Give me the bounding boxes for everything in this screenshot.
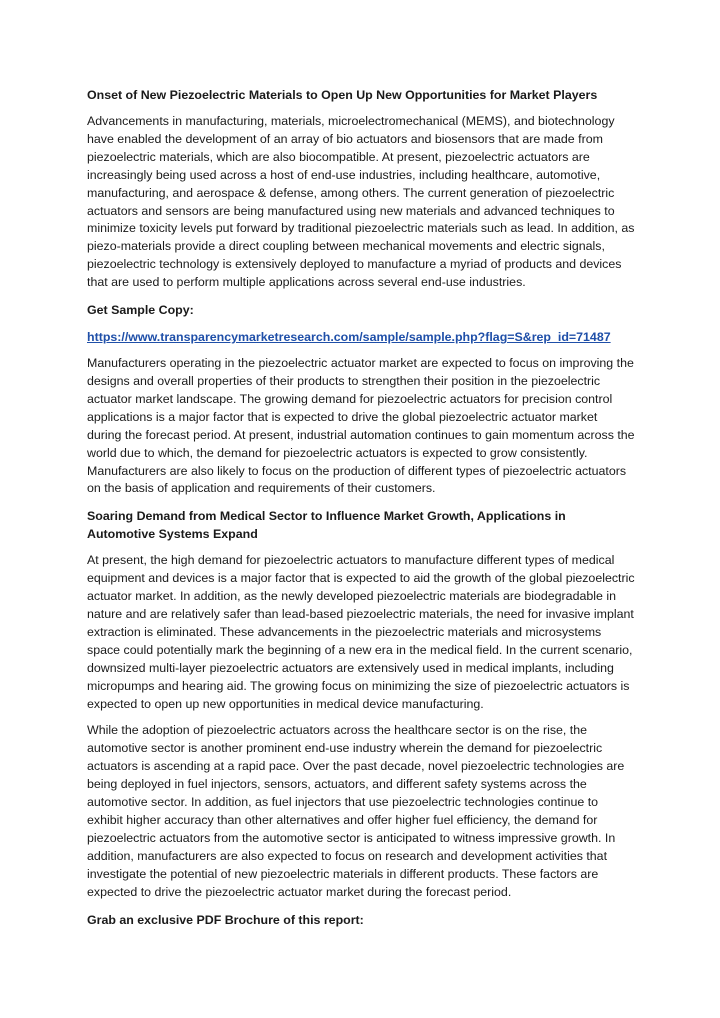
sample-copy-heading: Get Sample Copy: bbox=[87, 303, 194, 318]
sample-copy-link[interactable]: https://www.transparencymarketresearch.com/sample/sample.php?flag=S&rep_id=71487 bbox=[87, 330, 611, 345]
paragraph-advancements: Advancements in manufacturing, materials, microelectromechanical (MEMS), and biotechnology have enabled the development of an array of bio actuators and biosensors that are made from piezoelectric materials, which are also biocompatible. At present, piezoelectric actuators are increasingly being used across a host of end-use industries, including healthcare, automotive, manufacturing, and aerospace & defense, among others. The current generation of piezoelectric actuators and sensors are being manufactured using new materials and advanced techniques to minimize toxicity levels put forward by traditional piezoelectric materials such as lead. In addition, as piezo-materials provide a direct coupling between mechanical movements and electric signals, piezoelectric technology is extensively deployed to manufacture a myriad of products and devices that are used to perform multiple applications across several end-use industries. bbox=[87, 114, 635, 290]
paragraph-manufacturers: Manufacturers operating in the piezoelectric actuator market are expected to focus on improving the designs and overall properties of their products to strengthen their position in the piezoelectric actuator market landscape. The growing demand for piezoelectric actuators for precision control applications is a major factor that is expected to drive the global piezoelectric actuator market during the forecast period. At present, industrial automation continues to gain momentum across the world due to which, the demand for piezoelectric actuators is expected to grow consistently. Manufacturers are also likely to focus on the production of different types of piezoelectric actuators on the basis of application and requirements of their customers. bbox=[87, 356, 635, 496]
document-page bbox=[87, 86, 635, 938]
section-heading-medical-demand: Soaring Demand from Medical Sector to Influence Market Growth, Applications in Automotive Systems Expand bbox=[87, 509, 566, 542]
paragraph-automotive: While the adoption of piezoelectric actuators across the healthcare sector is on the rise, the automotive sector is another prominent end-use industry wherein the demand for piezoelectric actuators is ascending at a rapid pace. Over the past decade, novel piezoelectric technologies are being deployed in fuel injectors, sensors, actuators, and different safety systems across the automotive sector. In addition, as fuel injectors that use piezoelectric technologies continue to exhibit higher accuracy than other alternatives and offer higher fuel efficiency, the demand for piezoelectric actuators from the automotive sector is anticipated to witness impressive growth. In addition, manufacturers are also expected to focus on research and development activities that investigate the potential of new piezoelectric materials in different products. These factors are expected to drive the piezoelectric actuator market during the forecast period. bbox=[87, 723, 625, 899]
paragraph-medical: At present, the high demand for piezoelectric actuators to manufacture different types of medical equipment and devices is a major factor that is expected to aid the growth of the global piezoelectric actuator market. In addition, as the newly developed piezoelectric materials are biodegradable in nature and are relatively safer than lead-based piezoelectric materials, the need for invasive implant extraction is eliminated. These advancements in the piezoelectric materials and microsystems space could potentially mark the beginning of a new era in the medical field. In the current scenario, downsized multi-layer piezoelectric actuators are extensively used in medical implants, including micropumps and hearing aid. The growing focus on minimizing the size of piezoelectric actuators is expected to open up new opportunities in medical device manufacturing. bbox=[87, 553, 635, 711]
section-heading-new-materials: Onset of New Piezoelectric Materials to Open Up New Opportunities for Market Players bbox=[87, 88, 598, 102]
brochure-heading: Grab an exclusive PDF Brochure of this report: bbox=[87, 912, 364, 927]
